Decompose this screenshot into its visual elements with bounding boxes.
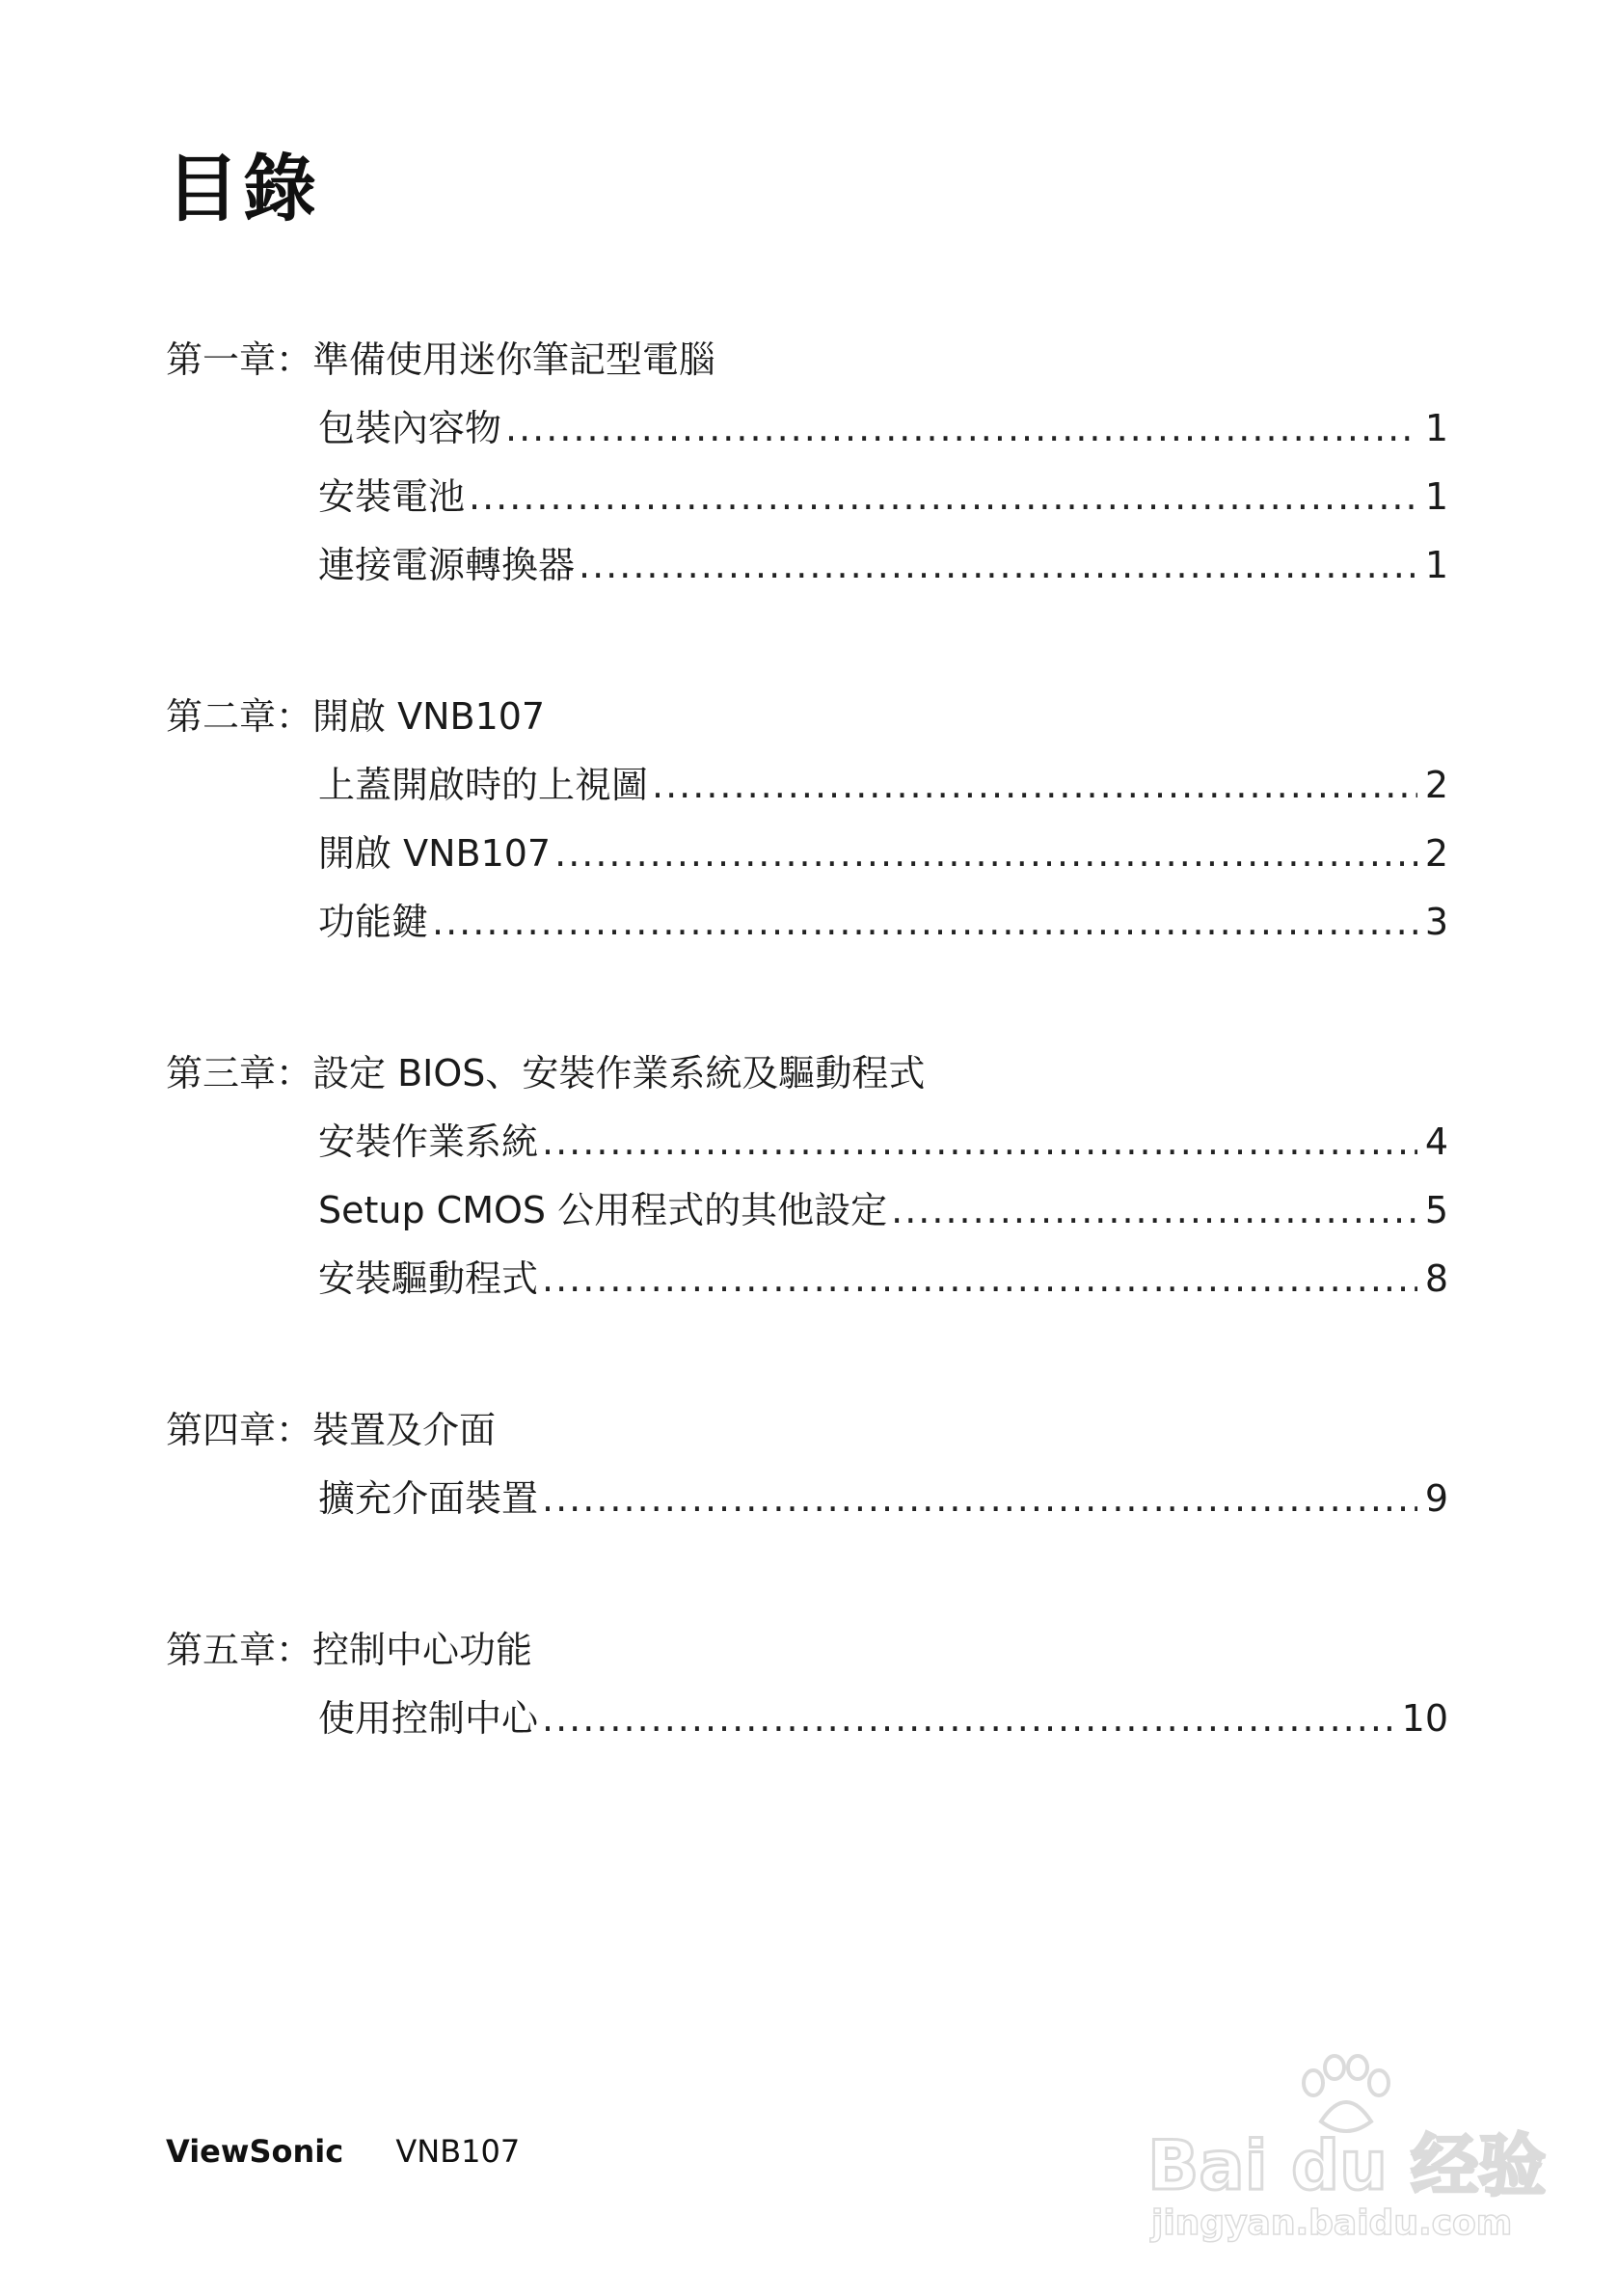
dot-leader	[579, 531, 1417, 600]
toc-entry-title: 安裝電池	[318, 475, 466, 518]
dot-leader	[554, 820, 1417, 888]
toc-entry[interactable]	[318, 1176, 1448, 1245]
toc-entry[interactable]	[318, 1108, 1448, 1176]
toc-entry-page: 1	[1424, 475, 1448, 518]
chapter-1	[166, 326, 1448, 600]
dot-leader	[542, 1685, 1394, 1753]
toc-entry-title: 擴充介面裝置	[318, 1477, 539, 1520]
toc-entry-title: 安裝驅動程式	[318, 1257, 539, 1300]
toc-entry-title: Setup CMOS 公用程式的其他設定	[318, 1189, 888, 1231]
chapter-heading: 第四章：裝置及介面	[166, 1409, 497, 1451]
page-title: 目錄	[166, 146, 320, 231]
chapter-5	[166, 1616, 1448, 1753]
toc-entry[interactable]	[318, 394, 1448, 463]
chapter-heading: 第五章：控制中心功能	[166, 1629, 533, 1671]
dot-leader	[652, 751, 1417, 820]
toc-entry[interactable]	[318, 820, 1448, 888]
chapter-heading: 第二章：開啟 VNB107	[166, 695, 546, 738]
chapter-heading: 第三章：設定 BIOS、安裝作業系統及驅動程式	[166, 1052, 926, 1094]
toc-entry-page: 2	[1424, 764, 1448, 806]
baidu-watermark	[1147, 2054, 1547, 2247]
chapter-4	[166, 1396, 1448, 1533]
toc-entry[interactable]	[318, 1465, 1448, 1533]
toc-entry[interactable]	[318, 888, 1448, 957]
toc-entry[interactable]	[318, 463, 1448, 531]
toc-entry[interactable]	[318, 1245, 1448, 1313]
dot-leader	[542, 1465, 1417, 1533]
table-of-contents	[166, 326, 1448, 1836]
toc-entry-title: 安裝作業系統	[318, 1121, 539, 1163]
chapter-2	[166, 683, 1448, 957]
toc-entry-title: 上蓋開啟時的上視圖	[318, 764, 649, 806]
toc-entry-page: 2	[1424, 832, 1448, 875]
toc-entry-page: 5	[1424, 1189, 1448, 1231]
dot-leader	[469, 463, 1417, 531]
toc-entry-title: 使用控制中心	[318, 1697, 539, 1740]
footer-brand: ViewSonic	[166, 2133, 344, 2170]
toc-entry[interactable]	[318, 751, 1448, 820]
toc-entry-page: 9	[1424, 1477, 1448, 1520]
toc-entry-title: 連接電源轉換器	[318, 544, 576, 586]
toc-entry-page: 4	[1424, 1121, 1448, 1163]
watermark-url: jingyan.baidu.com	[1151, 2203, 1513, 2243]
toc-entry-page: 8	[1424, 1257, 1448, 1300]
footer-model: VNB107	[395, 2133, 521, 2170]
dot-leader	[432, 888, 1417, 957]
toc-entry[interactable]	[318, 1685, 1448, 1753]
toc-entry-page: 1	[1424, 407, 1448, 449]
dot-leader	[891, 1176, 1417, 1245]
watermark-logo-text: Bai du 经验	[1147, 2126, 1547, 2205]
toc-entry-title: 開啟 VNB107	[318, 832, 552, 875]
toc-entry[interactable]	[318, 531, 1448, 600]
chapter-heading: 第一章：準備使用迷你筆記型電腦	[166, 338, 716, 381]
toc-entry-title: 功能鍵	[318, 901, 429, 943]
toc-entry-title: 包裝內容物	[318, 407, 502, 449]
page-footer	[166, 2133, 520, 2170]
dot-leader	[542, 1108, 1417, 1176]
chapter-3	[166, 1040, 1448, 1313]
toc-entry-page: 3	[1424, 901, 1448, 943]
dot-leader	[505, 394, 1417, 463]
toc-entry-page: 10	[1401, 1697, 1448, 1740]
toc-entry-page: 1	[1424, 544, 1448, 586]
dot-leader	[542, 1245, 1417, 1313]
